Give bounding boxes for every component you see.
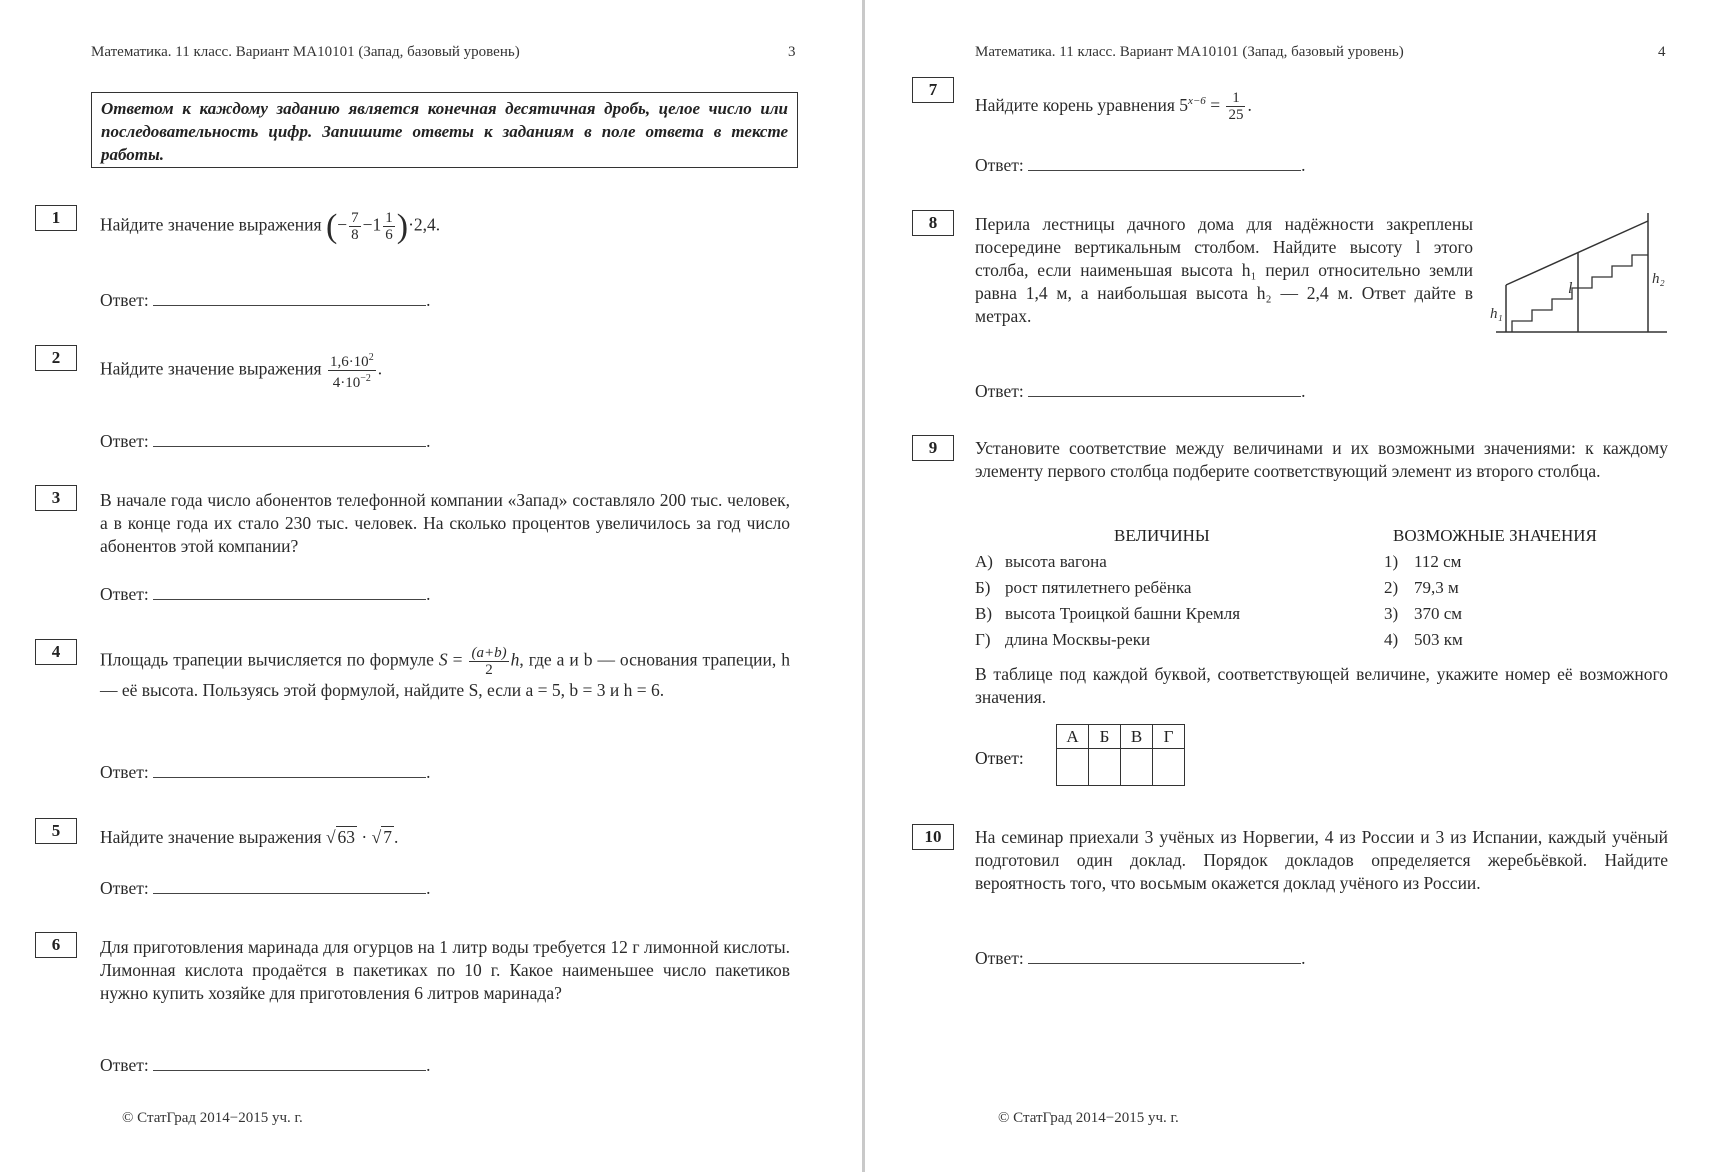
task-9-answer-label: Ответ: [975, 748, 1024, 768]
task-6-answer: Ответ: . [100, 1055, 431, 1075]
task-number-3: 3 [35, 485, 77, 511]
left-page-header: Математика. 11 класс. Вариант МА10101 (Запад, базовый уровень) [91, 44, 520, 60]
list-item: 4) 503 км [1384, 630, 1463, 649]
task-number-1: 1 [35, 205, 77, 231]
task-number-2: 2 [35, 345, 77, 371]
task-6-text: Для приготовления маринада для огурцов на 1 литр воды требуется 12 г лимонной кислоты. Лимонная кислота продаётся в пакетиках по 10 г. Какое наименьшее число пакетиков нужно купить хозяйке для приготовления 6 литров маринада? [100, 937, 790, 1003]
task-1-text: Найдите значение выражения [100, 214, 322, 235]
task-number-6: 6 [35, 932, 77, 958]
task-1-fraction-2: $\frac{1}{6}$ [385, 210, 393, 243]
grid-header: Г [1153, 725, 1185, 749]
list-item: 3) 370 см [1384, 604, 1463, 623]
page-separator [862, 0, 865, 1172]
task-1-fraction-1: $\frac{7}{8}$ [351, 210, 359, 243]
right-page-footer: © СтатГрад 2014−2015 уч. г. [998, 1110, 1179, 1126]
grid-header: Б [1089, 725, 1121, 749]
list-item: В) высота Троицкой башни Кремля [975, 604, 1241, 623]
label-h1: h₁ [1490, 306, 1503, 322]
list-item: 1) 112 см [1384, 552, 1462, 571]
task-7-fraction: $\frac{1}{25}$ [1228, 90, 1244, 124]
right-page-number: 4 [1658, 44, 1666, 60]
task-7-question: Найдите корень уравнения $5^{x-6}$ = $\frac{1}{25}$ . [975, 90, 1252, 124]
task-8-answer-field[interactable] [1028, 380, 1301, 397]
task-9-left-column [975, 549, 1240, 653]
task-5-answer-field[interactable] [153, 877, 426, 894]
label-h2: h₂ [1652, 271, 1665, 287]
task-2-fraction: $\frac{1,6\cdot 10^2}{4\cdot 10^{-2}}$ [329, 352, 374, 391]
task-10-answer-field[interactable] [1028, 947, 1301, 964]
task-3-answer: Ответ: . [100, 584, 431, 604]
grid-header: А [1057, 725, 1089, 749]
instructions-box: Ответом к каждому заданию является конечная десятичная дробь, целое число или последовательность цифр. Запишите ответы к заданиям в поле ответа в тексте работы. [91, 92, 798, 168]
task-10-text: На семинар приехали 3 учёных из Норвегии, 4 из России и 3 из Испании, каждый учёный подготовил один доклад. Порядок докладов определяется жеребьёвкой. Найдите вероятность того, что восьмым окажется доклад учёного из России. [975, 827, 1668, 893]
task-8-answer: Ответ: . [975, 381, 1306, 401]
task-6-answer-field[interactable] [153, 1054, 426, 1071]
task-5-question: Найдите значение выражения √ 63 · √ 7 . [100, 827, 399, 847]
task-1-answer-field[interactable] [153, 289, 426, 306]
right-page-header: Математика. 11 класс. Вариант МА10101 (Запад, базовый уровень) [975, 44, 1404, 60]
list-item: А) высота вагона [975, 552, 1107, 571]
grid-answer-cell[interactable] [1121, 749, 1153, 786]
task-2-answer-field[interactable] [153, 430, 426, 447]
grid-answer-cell[interactable] [1089, 749, 1121, 786]
task-9-answer-grid [1056, 724, 1185, 786]
task-number-5: 5 [35, 818, 77, 844]
task-9-text: Установите соответствие между величинами и их возможными значениями: к каждому элементу первого столбца подберите соответствующий элемент из второго столбца. [975, 438, 1668, 481]
task-2-text: Найдите значение выражения [100, 358, 322, 379]
task-5-answer: Ответ: . [100, 878, 431, 898]
task-9-instruction: В таблице под каждой буквой, соответствующей величине, укажите номер её возможного значения. [975, 664, 1668, 707]
task-2-answer: Ответ: . [100, 431, 431, 451]
list-item: 2) 79,3 м [1384, 578, 1459, 597]
task-number-7: 7 [912, 77, 954, 103]
list-item: Г) длина Москвы-реки [975, 630, 1151, 649]
task-8-text: Перила лестницы дачного дома для надёжности закреплены посередине вертикальным столбом. Найдите высоту l этого столба, если наименьшая высота h₁ перил относительно земли равна 1,4 м, а наибольшая высота h₂ — 2,4 м. Ответ дайте в метрах. [975, 214, 1473, 326]
left-page-number: 3 [788, 44, 796, 60]
left-page-footer: © СтатГрад 2014−2015 уч. г. [122, 1110, 303, 1126]
task-number-10: 10 [912, 824, 954, 850]
task-9-col2-title: ВОЗМОЖНЫЕ ЗНАЧЕНИЯ [1393, 526, 1597, 545]
task-2-question: Найдите значение выражения $\frac{1,6\cdot 10^2}{4\cdot 10^{-2}}$ . [100, 352, 383, 391]
task-10-answer: Ответ: . [975, 948, 1306, 968]
task-3-answer-field[interactable] [153, 583, 426, 600]
task-4-answer-field[interactable] [153, 761, 426, 778]
task-number-9: 9 [912, 435, 954, 461]
task-number-4: 4 [35, 639, 77, 665]
task-4-answer: Ответ: . [100, 762, 431, 782]
stair-railing-figure [1482, 205, 1682, 335]
grid-header: В [1121, 725, 1153, 749]
task-1-question: Найдите значение выражения (− $\frac{7}{8}$ −1 $\frac{1}{6}$ )·2,4. [100, 208, 441, 245]
task-3-text: В начале года число абонентов телефонной компании «Запад» составляло 200 тыс. человек, а в конце года их стало 230 тыс. человек. На сколько процентов увеличилось за год число абонентов этой компании? [100, 490, 790, 556]
task-4-fraction: $\frac{(a+b)}{2}$ [471, 645, 507, 678]
task-9-right-column [1384, 549, 1463, 653]
task-number-8: 8 [912, 210, 954, 236]
task-9-col1-title: ВЕЛИЧИНЫ [1114, 526, 1210, 545]
grid-answer-cell[interactable] [1153, 749, 1185, 786]
task-7-answer-field[interactable] [1028, 154, 1301, 171]
task-1-answer: Ответ: . [100, 290, 431, 310]
task-7-answer: Ответ: . [975, 155, 1306, 175]
label-l: l [1568, 280, 1573, 297]
grid-answer-cell[interactable] [1057, 749, 1089, 786]
list-item: Б) рост пятилетнего ребёнка [975, 578, 1192, 597]
task-4-question: Площадь трапеции вычисляется по формуле S = $\frac{(a+b)}{2}$ h, где a и b — основания трапеции, h — её высота. Пользуясь этой формулой, найдите S, если a = 5, b = 3 и h = 6. [100, 645, 791, 700]
